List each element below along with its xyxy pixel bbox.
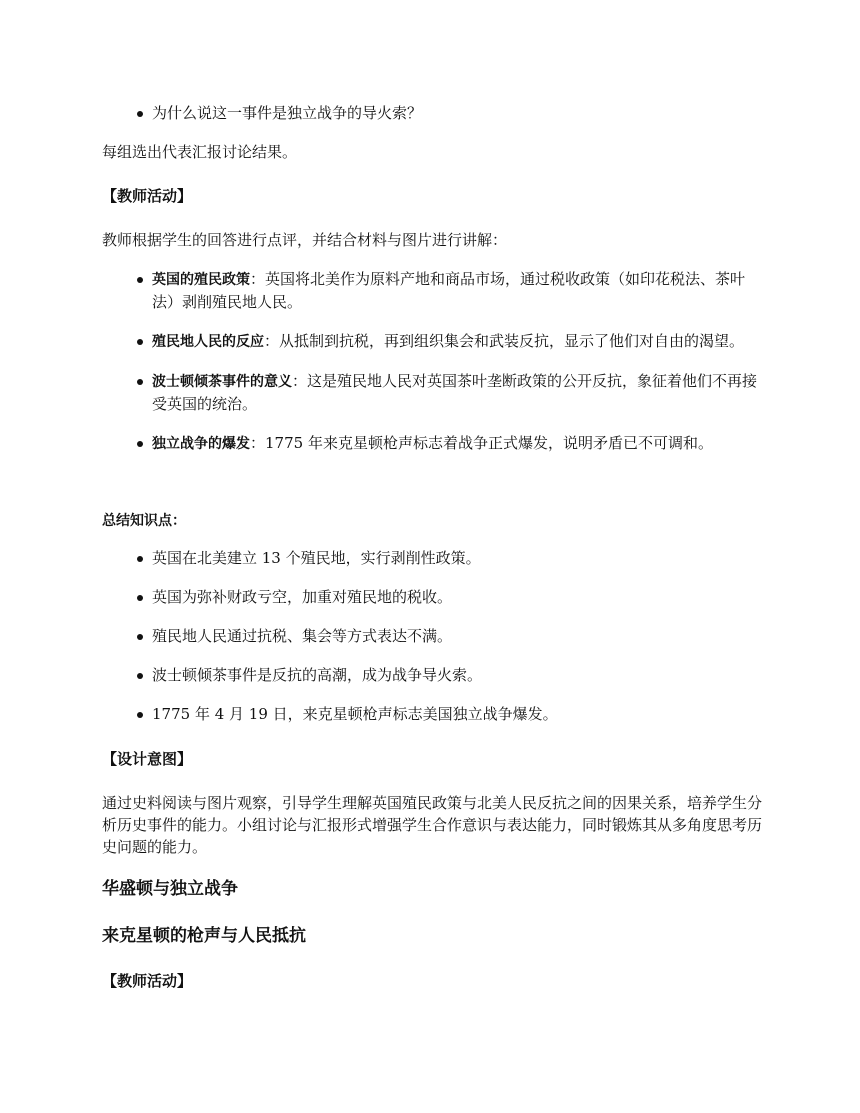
list-item bbox=[102, 268, 760, 313]
bullet-icon bbox=[137, 712, 143, 718]
bullet-icon bbox=[137, 595, 143, 601]
design-intent-paragraph: 通过史料阅读与图片观察，引导学生理解英国殖民政策与北美人民反抗之间的因果关系，培养学生分析历史事件的能力。小组讨论与汇报形式增强学生合作意识与表达能力，同时锻炼其从多角度思考历史问题的能力。 bbox=[102, 794, 763, 856]
list-item-text bbox=[138, 432, 760, 455]
list-item bbox=[102, 370, 760, 415]
bullet-icon bbox=[137, 277, 143, 283]
summary-points-list bbox=[102, 547, 760, 725]
point-description: ：1775 年来克星顿枪声标志着战争正式爆发，说明矛盾已不可调和。 bbox=[250, 434, 713, 452]
section-title: 华盛顿与独立战争 bbox=[102, 879, 238, 899]
list-item bbox=[102, 664, 760, 686]
list-item bbox=[102, 547, 760, 569]
point-description: ：这是殖民地人民对英国茶叶垄断政策的公开反抗，象征着他们不再接受英国的统治。 bbox=[152, 372, 758, 413]
bullet-icon bbox=[137, 379, 143, 385]
point-term: 波士顿倾茶事件的意义 bbox=[152, 374, 292, 390]
list-item bbox=[102, 625, 760, 647]
bullet-icon bbox=[137, 441, 143, 447]
list-item-text bbox=[138, 268, 760, 313]
teacher-points-list bbox=[102, 268, 760, 455]
intro-bullet-list bbox=[102, 102, 760, 124]
list-item-text: 为什么说这一事件是独立战争的导火索？ bbox=[152, 104, 423, 122]
bullet-icon bbox=[137, 556, 143, 562]
list-item-text: 殖民地人民通过抗税、集会等方式表达不满。 bbox=[152, 627, 453, 645]
bullet-icon bbox=[137, 111, 143, 117]
bullet-icon bbox=[137, 673, 143, 679]
point-term: 独立战争的爆发 bbox=[152, 436, 250, 452]
list-item-text: 波士顿倾茶事件是反抗的高潮，成为战争导火索。 bbox=[152, 666, 483, 684]
list-item bbox=[102, 586, 760, 608]
list-item bbox=[102, 102, 760, 124]
teacher-activity-heading-2: 【教师活动】 bbox=[102, 972, 193, 990]
teacher-intro-paragraph: 教师根据学生的回答进行点评，并结合材料与图片进行讲解： bbox=[102, 231, 508, 249]
list-item bbox=[102, 432, 760, 455]
summary-heading: 总结知识点： bbox=[102, 513, 186, 529]
bullet-icon bbox=[137, 634, 143, 640]
list-item-text: 英国在北美建立 13 个殖民地，实行剥削性政策。 bbox=[152, 549, 481, 567]
subsection-title: 来克星顿的枪声与人民抵抗 bbox=[102, 926, 306, 946]
list-item-text bbox=[138, 330, 760, 353]
list-item-text: 英国为弥补财政亏空，加重对殖民地的税收。 bbox=[152, 588, 453, 606]
list-item bbox=[102, 703, 760, 725]
group-report-paragraph: 每组选出代表汇报讨论结果。 bbox=[102, 143, 298, 161]
point-term: 英国的殖民政策 bbox=[152, 272, 250, 288]
point-term: 殖民地人民的反应 bbox=[152, 334, 264, 350]
point-description: ：从抵制到抗税，再到组织集会和武装反抗，显示了他们对自由的渴望。 bbox=[264, 332, 745, 350]
list-item bbox=[102, 330, 760, 353]
point-description: ：英国将北美作为原料产地和商品市场，通过税收政策（如印花税法、茶叶法）剥削殖民地人民。 bbox=[152, 270, 746, 311]
list-item-text bbox=[138, 370, 760, 415]
teacher-activity-heading: 【教师活动】 bbox=[102, 187, 193, 205]
bullet-icon bbox=[137, 339, 143, 345]
design-intent-heading: 【设计意图】 bbox=[102, 750, 193, 768]
list-item-text: 1775 年 4 月 19 日，来克星顿枪声标志美国独立战争爆发。 bbox=[152, 705, 558, 723]
